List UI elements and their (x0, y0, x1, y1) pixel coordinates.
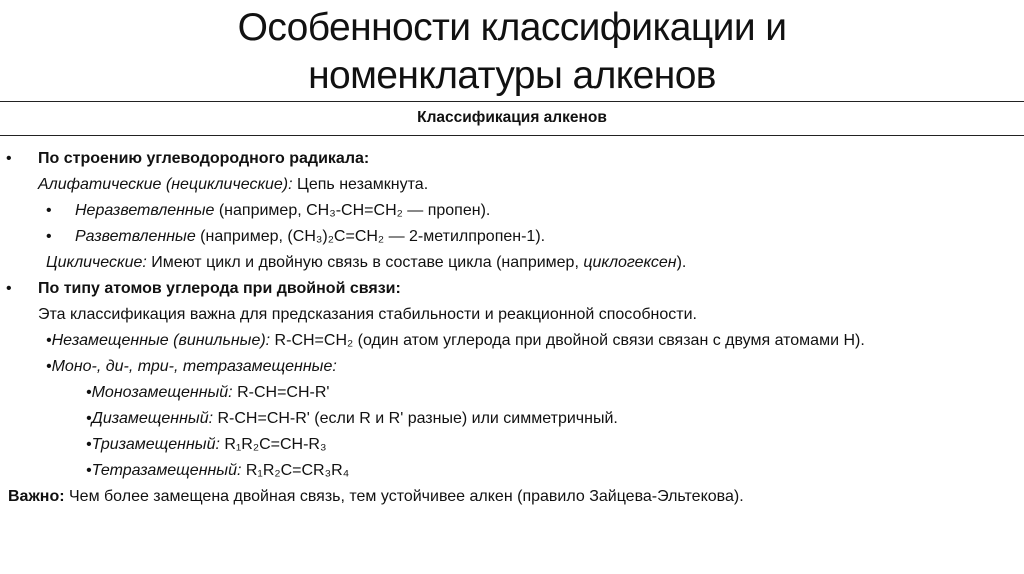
title-line-1: Особенности классификации и (237, 6, 787, 49)
bullet-icon: • (46, 202, 52, 219)
list-item (0, 380, 1024, 406)
tetra-label: •Тетразамещенный: (86, 462, 242, 479)
branched-label: Разветвленные (75, 228, 196, 245)
note-text: Чем более замещена двойная связь, тем устойчивее алкен (правило Зайцева-Эльтекова). (64, 488, 744, 505)
list-item (0, 328, 1024, 354)
list-item (0, 302, 1024, 328)
unbranched-text: (например, CH₃-CH=CH₂ — пропен). (214, 202, 491, 219)
section-heading-structure: По строению углеводородного радикала: (38, 150, 370, 167)
list-item (0, 198, 1024, 224)
di-text: R-CH=CH-R' (если R и R' разные) или симметричный. (213, 410, 618, 427)
tetra-text: R₁R₂C=CR₃R₄ (241, 462, 350, 479)
cyclic-end: ). (676, 254, 687, 271)
branched-text: (например, (CH₃)₂C=CH₂ — 2-метилпропен-1). (195, 228, 546, 245)
carbon-type-intro: Эта классификация важна для предсказания стабильности и реакционной способности. (38, 306, 697, 323)
mono-text: R-CH=CH-R' (232, 384, 330, 401)
unsubstituted-text: R-CH=CH₂ (один атом углерода при двойной связи связан с двумя атомами Н). (270, 332, 865, 349)
cyclic-example: циклогексен (583, 254, 677, 271)
cyclic-label: Циклические: (46, 254, 147, 271)
list-item (0, 432, 1024, 458)
substituted-label: •Моно-, ди-, три-, тетразамещенные: (46, 358, 337, 375)
bullet-icon: • (6, 150, 12, 167)
classification-table (0, 101, 1024, 136)
title-line-2: номенклатуры алкенов (308, 54, 716, 97)
cyclic-text: Имеют цикл и двойную связь в составе цикла (например, (146, 254, 584, 271)
content-body (0, 146, 1024, 510)
di-label: •Дизамещенный: (86, 410, 214, 427)
bullet-icon: • (6, 280, 12, 297)
important-note (0, 484, 1024, 510)
list-item (0, 276, 1024, 302)
aliphatic-text: Цепь незамкнута. (292, 176, 429, 193)
list-item (0, 458, 1024, 484)
list-item (0, 354, 1024, 380)
section-heading-carbon-type: По типу атомов углерода при двойной связи: (38, 280, 401, 297)
list-item (0, 224, 1024, 250)
list-item (0, 146, 1024, 172)
note-label: Важно: (8, 488, 65, 505)
unbranched-label: Неразветвленные (75, 202, 215, 219)
table-header: Классификация алкенов (417, 109, 607, 126)
tri-text: R₁R₂C=CH-R₃ (219, 436, 327, 453)
list-item (0, 406, 1024, 432)
page-title (0, 4, 1024, 100)
aliphatic-label: Алифатические (нециклические): (38, 176, 293, 193)
unsubstituted-label: •Незамещенные (винильные): (46, 332, 271, 349)
mono-label: •Монозамещенный: (86, 384, 233, 401)
tri-label: •Тризамещенный: (86, 436, 220, 453)
bullet-icon: • (46, 228, 52, 245)
list-item (0, 172, 1024, 198)
list-item (0, 250, 1024, 276)
